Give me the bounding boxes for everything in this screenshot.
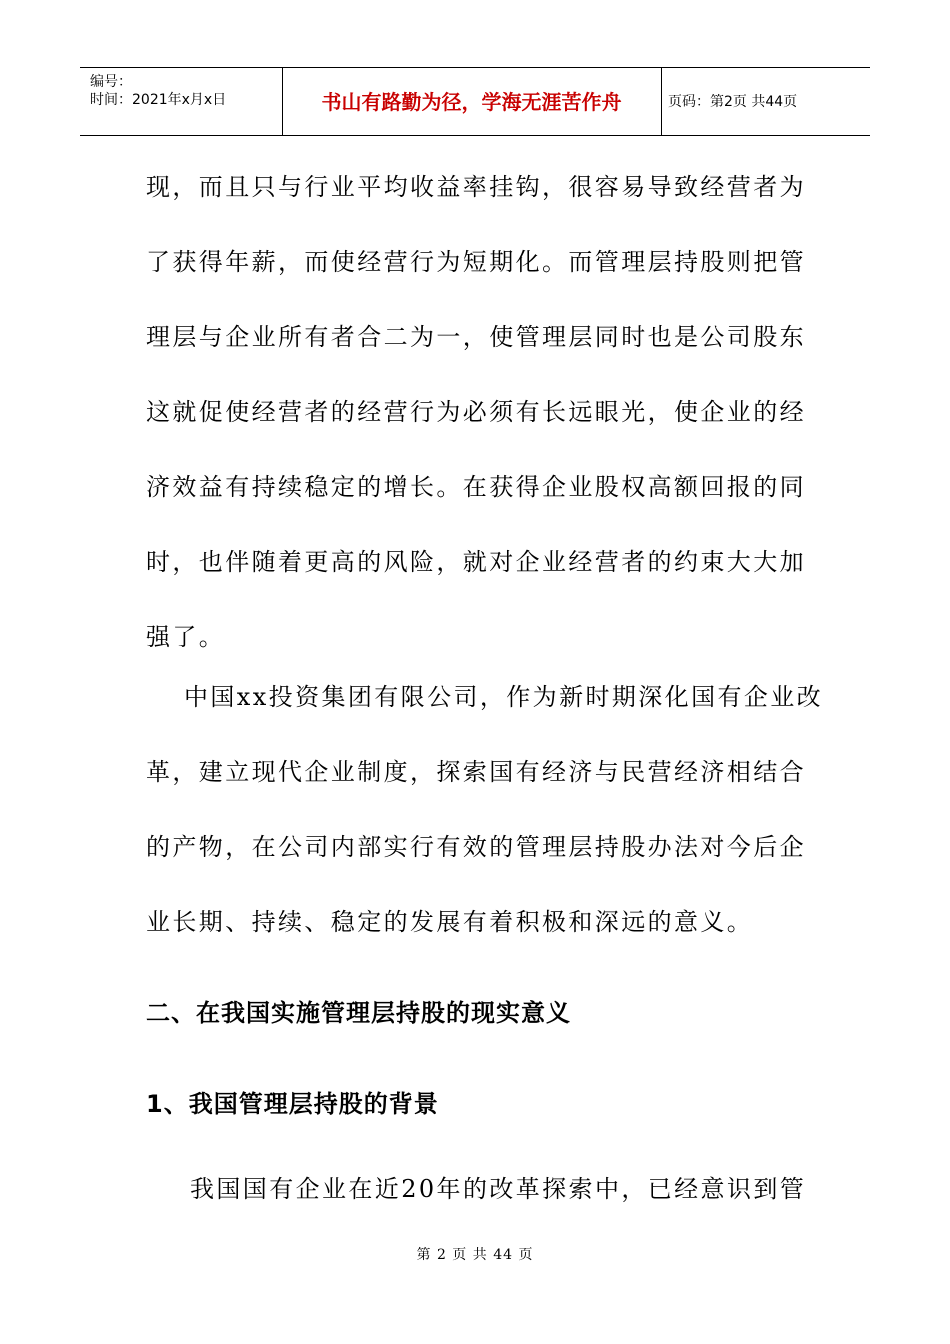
paragraph-line: 时，也伴随着更高的风险，就对企业经营者的约束大大加 — [146, 548, 806, 576]
paragraph-line: 理层与企业所有者合二为一，使管理层同时也是公司股东 — [146, 323, 806, 351]
document-number-label: 编号： — [90, 74, 132, 90]
header-divider-right — [661, 68, 662, 135]
subsection-heading: 1、我国管理层持股的背景 — [146, 1090, 439, 1118]
body-paragraph-2 — [146, 660, 824, 960]
paragraph-line: 了获得年薪，而使经营行为短期化。而管理层持股则把管 — [146, 248, 806, 276]
header-page-number: 页码：第2页 共44页 — [668, 94, 798, 110]
paragraph-line: 的产物，在公司内部实行有效的管理层持股办法对今后企 — [146, 833, 806, 861]
paragraph-line: 我国国有企业在近20年的改革探索中，已经意识到管 — [190, 1175, 807, 1203]
paragraph-line: 中国xx投资集团有限公司，作为新时期深化国有企业改 — [184, 683, 824, 711]
paragraph-line: 济效益有持续稳定的增长。在获得企业股权高额回报的同 — [146, 473, 806, 501]
body-paragraph-1 — [146, 150, 816, 675]
paragraph-line: 革，建立现代企业制度，探索国有经济与民营经济相结合 — [146, 758, 806, 786]
paragraph-line: 这就促使经营者的经营行为必须有长远眼光，使企业的经 — [146, 398, 806, 426]
paragraph-line: 业长期、持续、稳定的发展有着积极和深远的意义。 — [146, 908, 754, 936]
paragraph-line: 现，而且只与行业平均收益率挂钩，很容易导致经营者为 — [146, 173, 806, 201]
page-header — [80, 67, 870, 136]
paragraph-line: 强了。 — [146, 623, 226, 651]
page-footer: 第 2 页 共 44 页 — [416, 1247, 534, 1263]
header-motto: 书山有路勤为径，学海无涯苦作舟 — [321, 90, 622, 114]
document-date-label: 时间：2021年x月x日 — [90, 92, 227, 108]
section-heading: 二、在我国实施管理层持股的现实意义 — [146, 999, 571, 1027]
body-paragraph-3 — [146, 1152, 816, 1227]
